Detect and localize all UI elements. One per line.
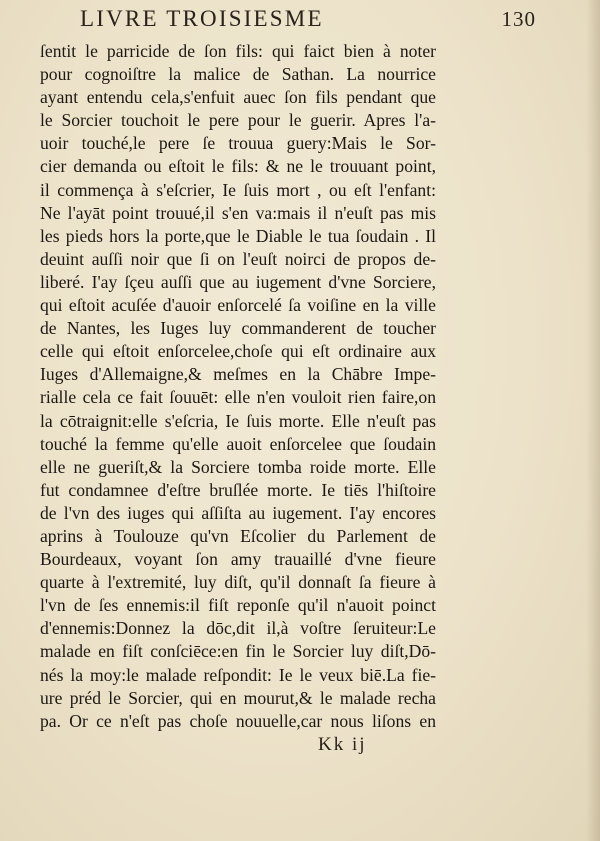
running-head <box>40 6 540 34</box>
text-line: de Nantes, les Iuges luy commanderent de toucher <box>40 318 436 339</box>
text-line: qui eſtoit acuſée d'auoir enſorcelé ſa voiſine en la ville <box>40 295 436 316</box>
text-line: cier demanda ou eſtoit le fils: & ne le trouuant point, <box>40 156 436 177</box>
text-line: liberé. I'ay ſçeu auſſi que au iugement d'vne Sorciere, <box>40 271 436 292</box>
text-line: l'vn de ſes ennemis:il fiſt reponſe qu'il n'auoit poinct <box>40 595 436 616</box>
text-line: celle qui eſtoit enſorcelee,choſe qui eſt ordinaire aux <box>40 341 436 362</box>
text-line: uoir touché,le pere ſe trouua guery:Mais le Sor- <box>40 133 436 154</box>
text-line: aprins à Toulouze qu'vn Eſcolier du Parlement de <box>40 525 436 546</box>
text-line: Iuges d'Allemaigne,& meſmes en la Chābre Impe- <box>40 364 436 385</box>
text-line: Bourdeaux, voyant ſon amy trauaillé d'vne fieure <box>40 549 436 570</box>
text-line: les pieds hors la porte,que le Diable le tua ſoudain . Il <box>40 225 436 246</box>
text-line: d'ennemis:Donnez la dōc,dit il,à voſtre ſeruiteur:Le <box>40 618 436 639</box>
running-title: LIVRE TROISIESME <box>80 6 324 31</box>
text-line: quarte à l'extremité, luy diſt, qu'il donnaſt ſa fieure à <box>40 572 436 593</box>
text-line: pour cognoiſtre la malice de Sathan. La nourrice <box>40 64 436 85</box>
text-line: ſentit le parricide de ſon fils: qui faict bien à noter <box>40 41 436 61</box>
text-line: elle ne gueriſt,& la Sorciere tomba roide morte. Elle <box>40 456 436 477</box>
text-line: rialle cela ce fait ſouuēt: elle n'en vouloit rien faire,on <box>40 387 436 408</box>
body-text <box>40 40 436 733</box>
text-line: nés la moy:le malade reſpondit: Ie le veux biē.La fie- <box>40 664 436 685</box>
text-line: deuint auſſi noir que ſi on l'euſt noirci de propos de- <box>40 248 436 269</box>
signature-mark: Kk ij <box>318 734 367 755</box>
text-line: ayant entendu cela,s'enfuit auec ſon fils pendant que <box>40 87 436 108</box>
text-line: de l'vn des iuges qui aſſiſta au iugement. I'ay encores <box>40 502 436 523</box>
text-line: le Sorcier touchoit le pere pour le guerir. Apres l'a- <box>40 110 436 131</box>
text-line: la cōtraignit:elle s'eſcria, Ie ſuis morte. Elle n'euſt pas <box>40 410 436 431</box>
text-line: touché la femme qu'elle auoit enſorcelee que ſoudain <box>40 433 436 454</box>
text-line: il commença à s'eſcrier, Ie ſuis mort , ou eſt l'enfant: <box>40 179 436 200</box>
page-number: 130 <box>501 7 536 31</box>
text-line: ure préd le Sorcier, qui en mourut,& le malade recha <box>40 687 436 708</box>
text-line: Ne l'ayāt point trouué,il s'en va:mais il n'euſt pas mis <box>40 202 436 223</box>
text-line: pa. Or ce n'eſt pas choſe nouuelle,car nous liſons en <box>40 710 436 731</box>
text-line: fut condamnee d'eſtre bruſlée morte. Ie tiēs l'hiſtoire <box>40 479 436 500</box>
text-line: malade en fiſt conſciēce:en fin le Sorcier luy diſt,Dō- <box>40 641 436 662</box>
